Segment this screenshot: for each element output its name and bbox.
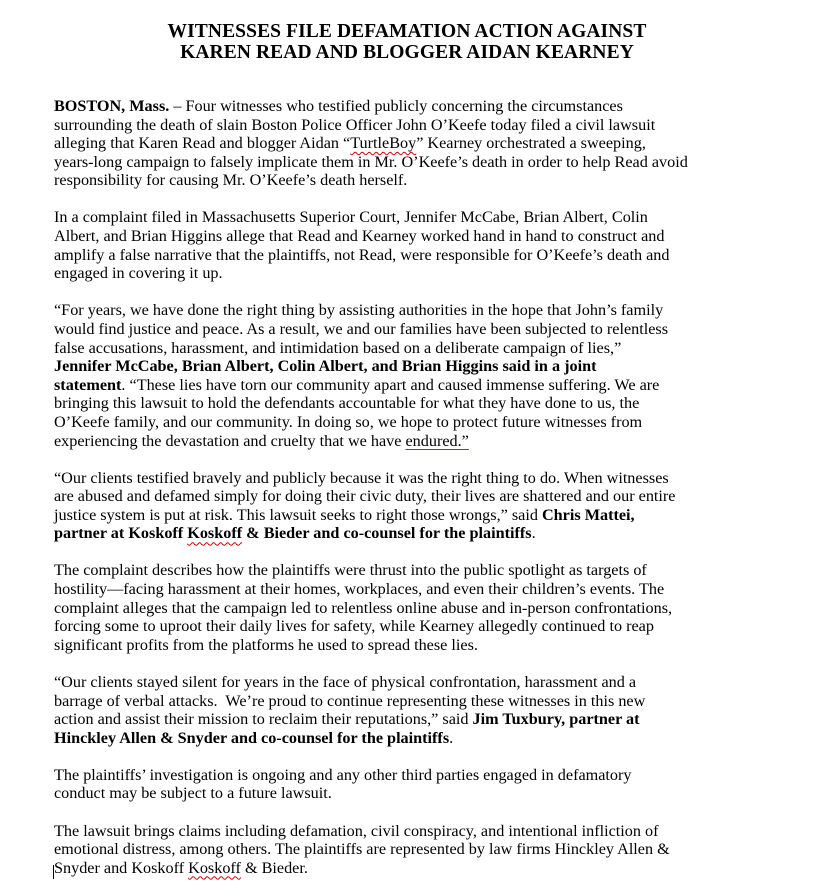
paragraph-complaint <box>54 208 774 282</box>
grammar-flagged-word[interactable]: endured.” <box>405 431 469 450</box>
spellcheck-flagged-word[interactable]: TurtleBoy <box>350 134 417 153</box>
text-run: . <box>449 728 454 747</box>
title-line-2: KAREN READ AND BLOGGER AIDAN KEARNEY <box>180 42 634 63</box>
text-line: are abused and defamed simply for doing their civic duty, their lives are shattered and our entire <box>54 487 676 506</box>
text-run: Snyder and Koskoff <box>54 858 189 877</box>
paragraph-intro <box>54 97 774 190</box>
text-line: “Our clients testified bravely and publicly because it was the right thing to do. When witnesses <box>54 468 669 487</box>
text-line: surrounding the death of slain Boston Police Officer John O’Keefe today filed a civil lawsuit <box>54 115 656 134</box>
press-release-title <box>0 21 814 63</box>
text-run-bold: partner at Koskoff <box>54 524 188 543</box>
paragraph-joint-statement <box>54 301 774 450</box>
speakers-attribution: Jennifer McCabe, Brian Albert, Colin Albert, and Brian Higgins said in a joint <box>54 357 597 376</box>
text-line: “For years, we have done the right thing by assisting authorities in the hope that John’s family <box>54 301 664 320</box>
paragraph-complaint-details <box>54 561 774 654</box>
text-run: & Bieder. <box>240 858 308 877</box>
text-line: “Our clients stayed silent for years in the face of physical confrontation, harassment and a <box>54 672 637 691</box>
paragraph-claims <box>54 822 774 878</box>
text-run: justice system is put at risk. This lawsuit seeks to right those wrongs,” said <box>54 505 542 524</box>
text-line: O’Keefe family, and our community. In doing so, we hope to protect future witnesses from <box>54 412 643 431</box>
text-run-bold: Hinckley Allen & Snyder and co-counsel for the plaintiffs <box>54 728 450 747</box>
text-run-bold: & Bieder and co-counsel for the plaintiffs <box>242 524 532 543</box>
text-run: – Four witnesses who testified publicly concerning the circumstances <box>169 97 623 115</box>
text-run: . “These lies have torn our community apart and caused immense suffering. We are <box>121 375 660 394</box>
text-cursor <box>53 865 54 879</box>
spellcheck-flagged-word[interactable]: Koskoff <box>188 858 241 877</box>
paragraph-mattei-quote <box>54 469 774 543</box>
text-line: barrage of verbal attacks. We’re proud to continue representing these witnesses in this new <box>54 691 646 710</box>
paragraph-tuxbury-quote <box>54 673 774 747</box>
text-run-bold: statement <box>54 375 122 394</box>
text-line: forcing some to uproot their daily lives for safety, while Kearney allegedly continued to reap <box>54 617 654 636</box>
text-line: engaged in covering it up. <box>54 264 223 283</box>
text-line: conduct may be subject to a future lawsuit. <box>54 784 332 803</box>
press-release-body <box>54 97 774 896</box>
text-line: hostility—facing harassment at their homes, workplaces, and even their children’s events. The <box>54 580 665 599</box>
text-run: alleging that Karen Read and blogger Aidan “ <box>54 134 351 153</box>
text-line: complaint alleges that the campaign led to relentless online abuse and in-person confrontations, <box>54 598 673 617</box>
dateline: BOSTON, Mass. <box>54 97 170 115</box>
text-line: bringing this lawsuit to hold the defendants accountable for what they have done to us, the <box>54 394 640 413</box>
text-line: emotional distress, among others. The plaintiffs are represented by law firms Hinckley Allen & <box>54 840 670 859</box>
text-line: years-long campaign to falsely implicate them in Mr. O’Keefe’s death in order to help Read avoid <box>54 152 688 171</box>
text-line: Albert, and Brian Higgins allege that Read and Kearney worked hand in hand to construct and <box>54 227 665 246</box>
text-line: The complaint describes how the plaintiffs were thrust into the public spotlight as targets of <box>54 561 647 580</box>
text-run: . <box>531 524 536 543</box>
text-line: responsibility for causing Mr. O’Keefe’s death herself. <box>54 171 408 190</box>
text-run: action and assist their mission to reclaim their reputations,” said <box>54 710 473 729</box>
text-line: significant profits from the platforms he used to spread these lies. <box>54 635 478 654</box>
text-line: amplify a false narrative that the plaintiffs, not Read, were responsible for O’Keefe’s death and <box>54 245 670 264</box>
text-line: The plaintiffs’ investigation is ongoing and any other third parties engaged in defamatory <box>54 765 632 784</box>
text-line: In a complaint filed in Massachusetts Superior Court, Jennifer McCabe, Brian Albert, Colin <box>54 208 648 227</box>
text-line: The lawsuit brings claims including defamation, civil conspiracy, and intentional infliction of <box>54 821 659 840</box>
text-run-bold: Chris Mattei, <box>541 505 635 524</box>
text-line: false accusations, harassment, and intimidation based on a deliberate campaign of lies,” <box>54 338 622 357</box>
paragraph-investigation <box>54 766 774 803</box>
title-line-1: WITNESSES FILE DEFAMATION ACTION AGAINST <box>167 21 647 42</box>
text-run-bold: Jim Tuxbury, partner at <box>472 710 640 729</box>
text-line: would find justice and peace. As a result, we and our families have been subjected to relentless <box>54 319 669 338</box>
text-run: experiencing the devastation and cruelty that we have <box>54 431 406 450</box>
text-run: ” Kearney orchestrated a sweeping, <box>416 134 646 153</box>
spellcheck-flagged-word[interactable]: Koskoff <box>187 524 243 543</box>
